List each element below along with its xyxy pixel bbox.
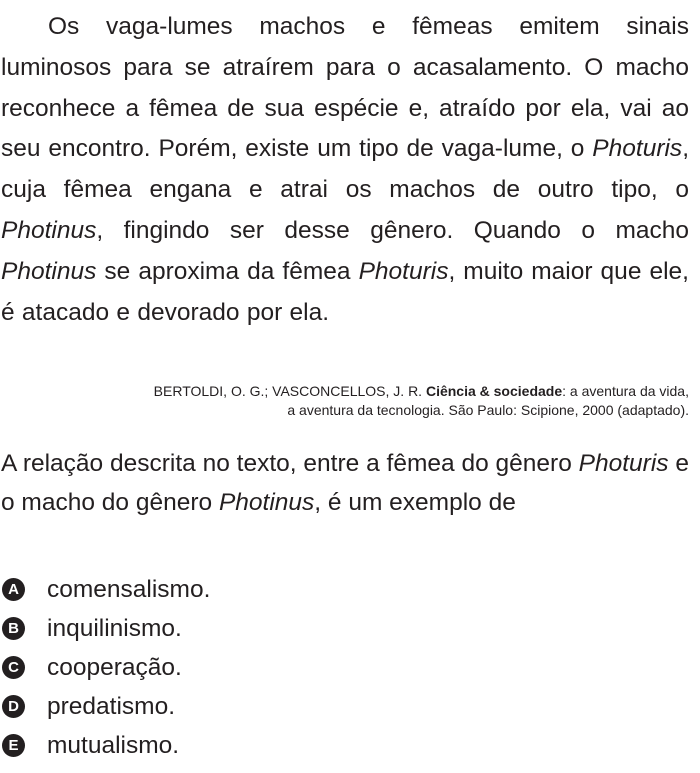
passage-text-part: , cuja fêmea engana e atrai os machos de outro tipo, o [1,135,689,204]
option-label: comensalismo. [47,575,211,603]
passage-text-part: , fingindo ser desse gênero. Quando o macho [96,216,689,244]
question-text-part: , é um exemplo de [314,488,516,516]
passage-text-part: se aproxima da fêmea [96,257,359,285]
option-letter-b-icon: B [2,617,25,640]
answer-option-c[interactable] [2,648,210,687]
citation-title: Ciência & sociedade [425,383,563,399]
citation-authors: BERTOLDI, O. G.; VASCONCELLOS, J. R. [153,383,426,399]
answer-options [2,570,210,765]
genus-name: Photinus [218,488,315,516]
option-label: mutualismo. [47,731,180,759]
genus-name: Photinus [1,216,97,244]
answer-option-e[interactable] [2,726,210,765]
citation-subtitle: : a aventura da vida, [562,383,689,399]
option-letter-d-icon: D [2,695,25,718]
option-label: cooperação. [47,653,182,681]
passage-text-part: , muito maior que ele, é atacado e devorado por ela. [1,257,689,326]
genus-name: Photinus [1,257,97,285]
genus-name: Photuris [592,135,683,163]
option-letter-e-icon: E [2,734,25,757]
option-label: inquilinismo. [47,614,182,642]
answer-option-a[interactable] [2,570,210,609]
genus-name: Photuris [358,257,449,285]
answer-option-b[interactable] [2,609,210,648]
citation-publisher: a aventura da tecnologia. São Paulo: Scipione, 2000 (adaptado). [287,402,689,418]
answer-option-d[interactable] [2,687,210,726]
source-citation [29,382,689,420]
question-text-part: A relação descrita no texto, entre a fêmea do gênero [1,450,579,477]
passage-text [1,7,689,333]
option-letter-a-icon: A [2,578,25,601]
question-stem [1,445,689,522]
genus-name: Photuris [578,450,669,477]
passage-text-part: Os vaga-lumes machos e fêmeas emitem sinais luminosos para se atraírem para o acasalamento. O macho reconhece a fêmea de sua espécie e, atraído por ela, vai ao seu encontro. Porém, existe um tipo de vaga-lume, o [1,13,689,163]
question-text-part: e o macho do gênero [1,450,689,516]
option-letter-c-icon: C [2,656,25,679]
option-label: predatismo. [47,692,176,720]
